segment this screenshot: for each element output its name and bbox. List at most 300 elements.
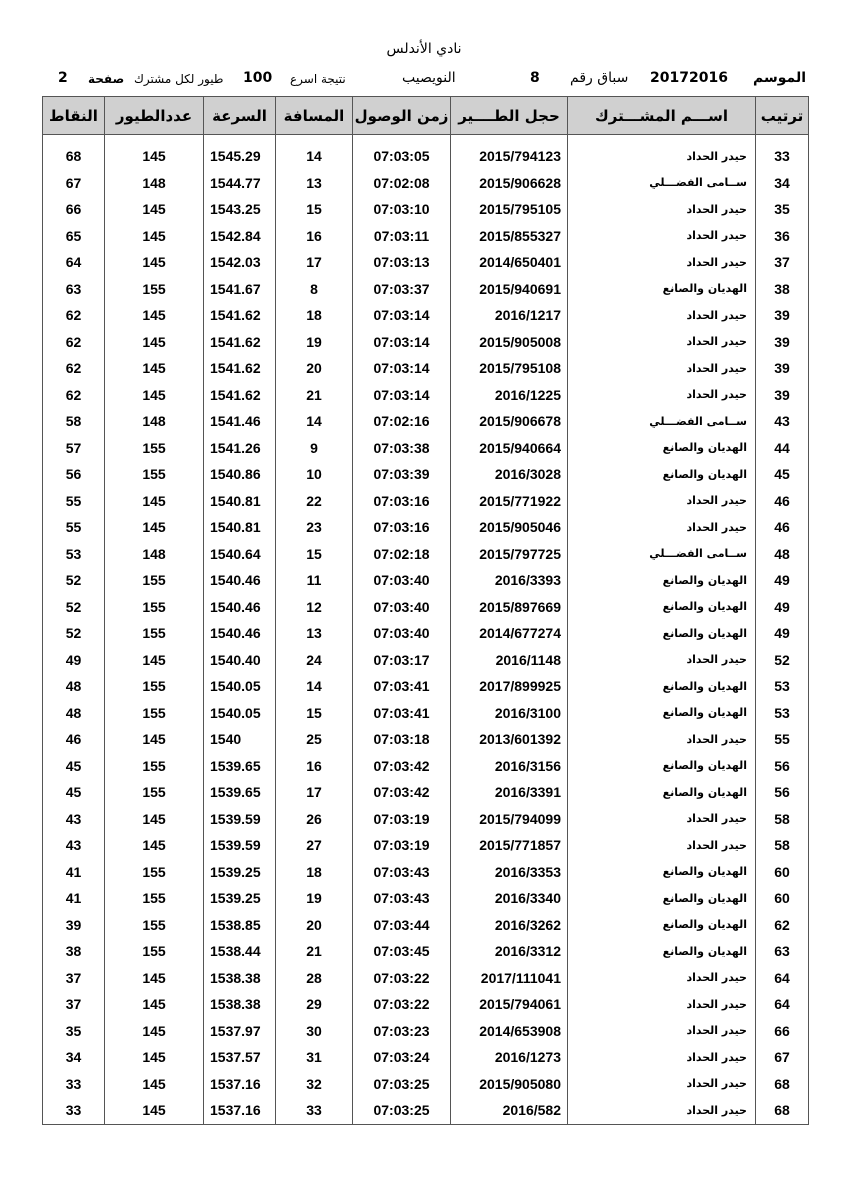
cell-name: حيدر الحداد xyxy=(568,1071,756,1098)
table-row xyxy=(43,912,809,939)
col-header-birds: عددالطيور xyxy=(105,97,204,135)
cell-name: حيدر الحداد xyxy=(568,832,756,859)
cell-points: 43 xyxy=(43,832,105,859)
cell-rank: 60 xyxy=(756,859,809,886)
cell-arrival: 07:03:24 xyxy=(353,1044,451,1071)
cell-ring: 2015/794099 xyxy=(451,806,568,833)
cell-speed: 1539.25 xyxy=(204,859,276,886)
cell-birds: 145 xyxy=(105,302,204,329)
cell-arrival: 07:03:14 xyxy=(353,302,451,329)
table-row xyxy=(43,885,809,912)
cell-name: حيدر الحداد xyxy=(568,382,756,409)
cell-speed: 1539.25 xyxy=(204,885,276,912)
cell-arrival: 07:03:16 xyxy=(353,514,451,541)
cell-speed: 1540.86 xyxy=(204,461,276,488)
cell-ring: 2016/3028 xyxy=(451,461,568,488)
cell-rank: 46 xyxy=(756,488,809,515)
cell-name: الهديان والصانع xyxy=(568,276,756,303)
cell-distance: 10 xyxy=(276,461,353,488)
cell-points: 37 xyxy=(43,991,105,1018)
cell-points: 63 xyxy=(43,276,105,303)
cell-distance: 16 xyxy=(276,753,353,780)
cell-points: 41 xyxy=(43,859,105,886)
cell-name: الهديان والصانع xyxy=(568,620,756,647)
cell-birds: 145 xyxy=(105,488,204,515)
cell-ring: 2016/3340 xyxy=(451,885,568,912)
cell-distance: 25 xyxy=(276,726,353,753)
cell-rank: 39 xyxy=(756,382,809,409)
cell-ring: 2015/797725 xyxy=(451,541,568,568)
cell-speed: 1544.77 xyxy=(204,170,276,197)
table-row xyxy=(43,170,809,197)
table-row xyxy=(43,435,809,462)
table-row xyxy=(43,647,809,674)
cell-rank: 37 xyxy=(756,249,809,276)
cell-ring: 2016/3312 xyxy=(451,938,568,965)
cell-speed: 1538.44 xyxy=(204,938,276,965)
cell-name: الهديان والصانع xyxy=(568,700,756,727)
cell-distance: 33 xyxy=(276,1097,353,1124)
cell-distance: 13 xyxy=(276,170,353,197)
birds-per-member-count: 100 xyxy=(243,70,273,86)
cell-name: الهديان والصانع xyxy=(568,435,756,462)
cell-points: 37 xyxy=(43,965,105,992)
cell-speed: 1540.64 xyxy=(204,541,276,568)
cell-points: 45 xyxy=(43,753,105,780)
cell-arrival: 07:03:11 xyxy=(353,223,451,250)
cell-rank: 34 xyxy=(756,170,809,197)
cell-speed: 1538.38 xyxy=(204,965,276,992)
cell-rank: 36 xyxy=(756,223,809,250)
table-row xyxy=(43,408,809,435)
cell-ring: 2017/899925 xyxy=(451,673,568,700)
cell-name: الهديان والصانع xyxy=(568,859,756,886)
col-header-speed: السرعة xyxy=(204,97,276,135)
cell-name: الهديان والصانع xyxy=(568,753,756,780)
cell-speed: 1537.57 xyxy=(204,1044,276,1071)
cell-speed: 1539.59 xyxy=(204,806,276,833)
cell-ring: 2014/650401 xyxy=(451,249,568,276)
cell-name: الهديان والصانع xyxy=(568,938,756,965)
cell-arrival: 07:03:18 xyxy=(353,726,451,753)
table-row xyxy=(43,859,809,886)
cell-rank: 58 xyxy=(756,806,809,833)
cell-distance: 19 xyxy=(276,329,353,356)
cell-birds: 145 xyxy=(105,1071,204,1098)
cell-distance: 9 xyxy=(276,435,353,462)
cell-ring: 2014/653908 xyxy=(451,1018,568,1045)
cell-rank: 33 xyxy=(756,135,809,170)
cell-rank: 46 xyxy=(756,514,809,541)
cell-rank: 39 xyxy=(756,329,809,356)
cell-rank: 56 xyxy=(756,779,809,806)
table-row xyxy=(43,673,809,700)
cell-points: 43 xyxy=(43,806,105,833)
cell-rank: 35 xyxy=(756,196,809,223)
cell-ring: 2016/1225 xyxy=(451,382,568,409)
cell-points: 49 xyxy=(43,647,105,674)
cell-arrival: 07:03:42 xyxy=(353,753,451,780)
cell-rank: 64 xyxy=(756,991,809,1018)
cell-ring: 2015/771922 xyxy=(451,488,568,515)
cell-ring: 2015/855327 xyxy=(451,223,568,250)
cell-rank: 68 xyxy=(756,1097,809,1124)
cell-points: 48 xyxy=(43,673,105,700)
cell-ring: 2016/3156 xyxy=(451,753,568,780)
cell-name: ســامى الفضـــلي xyxy=(568,170,756,197)
cell-rank: 64 xyxy=(756,965,809,992)
table-row xyxy=(43,1044,809,1071)
cell-arrival: 07:03:16 xyxy=(353,488,451,515)
cell-points: 33 xyxy=(43,1097,105,1124)
cell-distance: 14 xyxy=(276,135,353,170)
cell-points: 48 xyxy=(43,700,105,727)
table-row xyxy=(43,514,809,541)
cell-name: حيدر الحداد xyxy=(568,135,756,170)
cell-birds: 155 xyxy=(105,753,204,780)
cell-speed: 1541.62 xyxy=(204,329,276,356)
cell-distance: 26 xyxy=(276,806,353,833)
cell-birds: 145 xyxy=(105,196,204,223)
cell-points: 35 xyxy=(43,1018,105,1045)
cell-birds: 145 xyxy=(105,832,204,859)
table-row xyxy=(43,196,809,223)
cell-rank: 60 xyxy=(756,885,809,912)
cell-speed: 1539.59 xyxy=(204,832,276,859)
cell-arrival: 07:03:40 xyxy=(353,567,451,594)
cell-distance: 23 xyxy=(276,514,353,541)
cell-name: حيدر الحداد xyxy=(568,726,756,753)
cell-birds: 145 xyxy=(105,382,204,409)
table-row xyxy=(43,541,809,568)
cell-birds: 148 xyxy=(105,541,204,568)
cell-birds: 145 xyxy=(105,355,204,382)
cell-distance: 22 xyxy=(276,488,353,515)
results-body xyxy=(43,135,809,1125)
cell-distance: 8 xyxy=(276,276,353,303)
cell-arrival: 07:03:14 xyxy=(353,382,451,409)
cell-rank: 49 xyxy=(756,567,809,594)
cell-name: الهديان والصانع xyxy=(568,885,756,912)
cell-ring: 2015/794123 xyxy=(451,135,568,170)
cell-arrival: 07:03:14 xyxy=(353,355,451,382)
cell-speed: 1540 xyxy=(204,726,276,753)
cell-points: 57 xyxy=(43,435,105,462)
table-row xyxy=(43,779,809,806)
cell-points: 41 xyxy=(43,885,105,912)
cell-arrival: 07:03:43 xyxy=(353,859,451,886)
col-header-distance: المسافة xyxy=(276,97,353,135)
cell-birds: 145 xyxy=(105,806,204,833)
race-number: 8 xyxy=(530,70,540,86)
cell-points: 33 xyxy=(43,1071,105,1098)
cell-rank: 53 xyxy=(756,673,809,700)
cell-birds: 155 xyxy=(105,567,204,594)
cell-distance: 16 xyxy=(276,223,353,250)
results-table xyxy=(42,96,809,1125)
cell-birds: 155 xyxy=(105,779,204,806)
cell-ring: 2015/771857 xyxy=(451,832,568,859)
cell-distance: 24 xyxy=(276,647,353,674)
cell-ring: 2016/3391 xyxy=(451,779,568,806)
cell-points: 62 xyxy=(43,329,105,356)
cell-arrival: 07:03:45 xyxy=(353,938,451,965)
table-row xyxy=(43,135,809,170)
cell-ring: 2015/905046 xyxy=(451,514,568,541)
cell-points: 52 xyxy=(43,567,105,594)
table-row xyxy=(43,276,809,303)
cell-points: 62 xyxy=(43,355,105,382)
col-header-name: اســـم المشـــترك xyxy=(568,97,756,135)
cell-points: 53 xyxy=(43,541,105,568)
cell-speed: 1537.16 xyxy=(204,1071,276,1098)
cell-birds: 145 xyxy=(105,249,204,276)
table-header-row xyxy=(43,97,809,135)
cell-name: الهديان والصانع xyxy=(568,567,756,594)
cell-birds: 148 xyxy=(105,170,204,197)
table-row xyxy=(43,594,809,621)
cell-name: الهديان والصانع xyxy=(568,912,756,939)
cell-speed: 1537.97 xyxy=(204,1018,276,1045)
cell-points: 55 xyxy=(43,488,105,515)
cell-ring: 2015/905080 xyxy=(451,1071,568,1098)
cell-birds: 148 xyxy=(105,408,204,435)
cell-name: حيدر الحداد xyxy=(568,223,756,250)
cell-distance: 31 xyxy=(276,1044,353,1071)
cell-arrival: 07:03:14 xyxy=(353,329,451,356)
cell-rank: 62 xyxy=(756,912,809,939)
cell-name: الهديان والصانع xyxy=(568,779,756,806)
cell-speed: 1541.62 xyxy=(204,382,276,409)
cell-birds: 145 xyxy=(105,991,204,1018)
cell-birds: 155 xyxy=(105,859,204,886)
cell-points: 67 xyxy=(43,170,105,197)
cell-speed: 1540.40 xyxy=(204,647,276,674)
cell-name: الهديان والصانع xyxy=(568,673,756,700)
table-row xyxy=(43,726,809,753)
cell-distance: 21 xyxy=(276,382,353,409)
cell-arrival: 07:03:39 xyxy=(353,461,451,488)
cell-arrival: 07:02:08 xyxy=(353,170,451,197)
cell-birds: 145 xyxy=(105,1097,204,1124)
cell-name: حيدر الحداد xyxy=(568,965,756,992)
season-label: الموسم xyxy=(753,70,806,86)
cell-rank: 58 xyxy=(756,832,809,859)
cell-rank: 39 xyxy=(756,302,809,329)
table-row xyxy=(43,1018,809,1045)
cell-arrival: 07:02:18 xyxy=(353,541,451,568)
table-row xyxy=(43,461,809,488)
cell-birds: 155 xyxy=(105,938,204,965)
cell-rank: 68 xyxy=(756,1071,809,1098)
cell-arrival: 07:03:22 xyxy=(353,991,451,1018)
cell-speed: 1541.62 xyxy=(204,355,276,382)
cell-birds: 145 xyxy=(105,1018,204,1045)
cell-distance: 15 xyxy=(276,700,353,727)
cell-birds: 145 xyxy=(105,647,204,674)
cell-speed: 1540.05 xyxy=(204,700,276,727)
race-location: النويصيب xyxy=(402,70,456,86)
cell-rank: 56 xyxy=(756,753,809,780)
cell-arrival: 07:03:25 xyxy=(353,1071,451,1098)
cell-rank: 48 xyxy=(756,541,809,568)
cell-ring: 2014/677274 xyxy=(451,620,568,647)
cell-speed: 1539.65 xyxy=(204,753,276,780)
col-header-points: النقاط xyxy=(43,97,105,135)
cell-rank: 63 xyxy=(756,938,809,965)
table-row xyxy=(43,1097,809,1124)
cell-distance: 20 xyxy=(276,355,353,382)
cell-birds: 155 xyxy=(105,461,204,488)
cell-rank: 38 xyxy=(756,276,809,303)
cell-rank: 44 xyxy=(756,435,809,462)
race-info-line xyxy=(0,70,848,92)
cell-speed: 1545.29 xyxy=(204,135,276,170)
cell-rank: 52 xyxy=(756,647,809,674)
cell-ring: 2016/1217 xyxy=(451,302,568,329)
cell-distance: 19 xyxy=(276,885,353,912)
cell-name: الهديان والصانع xyxy=(568,461,756,488)
cell-arrival: 07:03:41 xyxy=(353,673,451,700)
cell-distance: 12 xyxy=(276,594,353,621)
cell-ring: 2015/795105 xyxy=(451,196,568,223)
cell-speed: 1540.81 xyxy=(204,488,276,515)
cell-ring: 2016/1273 xyxy=(451,1044,568,1071)
cell-distance: 17 xyxy=(276,779,353,806)
cell-distance: 30 xyxy=(276,1018,353,1045)
cell-ring: 2015/906678 xyxy=(451,408,568,435)
cell-distance: 11 xyxy=(276,567,353,594)
cell-points: 62 xyxy=(43,382,105,409)
cell-speed: 1540.46 xyxy=(204,594,276,621)
table-row xyxy=(43,965,809,992)
table-row xyxy=(43,329,809,356)
cell-distance: 14 xyxy=(276,408,353,435)
cell-points: 34 xyxy=(43,1044,105,1071)
cell-distance: 18 xyxy=(276,302,353,329)
season-value: 20172016 xyxy=(650,70,728,86)
cell-name: حيدر الحداد xyxy=(568,1097,756,1124)
cell-name: حيدر الحداد xyxy=(568,647,756,674)
cell-birds: 145 xyxy=(105,135,204,170)
page-label: صفحة xyxy=(88,72,125,86)
cell-arrival: 07:03:05 xyxy=(353,135,451,170)
cell-arrival: 07:03:22 xyxy=(353,965,451,992)
cell-birds: 155 xyxy=(105,673,204,700)
cell-points: 66 xyxy=(43,196,105,223)
cell-distance: 18 xyxy=(276,859,353,886)
cell-rank: 45 xyxy=(756,461,809,488)
cell-arrival: 07:03:17 xyxy=(353,647,451,674)
cell-ring: 2015/897669 xyxy=(451,594,568,621)
cell-name: حيدر الحداد xyxy=(568,355,756,382)
cell-name: ســامى الفضـــلي xyxy=(568,408,756,435)
cell-points: 62 xyxy=(43,302,105,329)
table-row xyxy=(43,753,809,780)
cell-arrival: 07:03:23 xyxy=(353,1018,451,1045)
cell-arrival: 07:03:38 xyxy=(353,435,451,462)
cell-ring: 2016/3262 xyxy=(451,912,568,939)
cell-name: حيدر الحداد xyxy=(568,1018,756,1045)
cell-name: حيدر الحداد xyxy=(568,196,756,223)
cell-rank: 39 xyxy=(756,355,809,382)
cell-points: 52 xyxy=(43,620,105,647)
cell-arrival: 07:03:19 xyxy=(353,832,451,859)
table-row xyxy=(43,488,809,515)
cell-points: 64 xyxy=(43,249,105,276)
cell-distance: 32 xyxy=(276,1071,353,1098)
cell-distance: 15 xyxy=(276,541,353,568)
cell-distance: 13 xyxy=(276,620,353,647)
cell-points: 58 xyxy=(43,408,105,435)
cell-arrival: 07:03:42 xyxy=(353,779,451,806)
cell-speed: 1541.46 xyxy=(204,408,276,435)
table-row xyxy=(43,382,809,409)
cell-speed: 1537.16 xyxy=(204,1097,276,1124)
cell-name: الهديان والصانع xyxy=(568,594,756,621)
table-row xyxy=(43,700,809,727)
cell-ring: 2016/582 xyxy=(451,1097,568,1124)
cell-ring: 2015/794061 xyxy=(451,991,568,1018)
cell-speed: 1539.65 xyxy=(204,779,276,806)
cell-ring: 2015/906628 xyxy=(451,170,568,197)
cell-rank: 49 xyxy=(756,620,809,647)
cell-points: 38 xyxy=(43,938,105,965)
cell-speed: 1540.81 xyxy=(204,514,276,541)
table-row xyxy=(43,249,809,276)
cell-arrival: 07:03:41 xyxy=(353,700,451,727)
col-header-rank: ترتيب xyxy=(756,97,809,135)
cell-points: 45 xyxy=(43,779,105,806)
cell-points: 39 xyxy=(43,912,105,939)
col-header-arrival: زمن الوصول xyxy=(353,97,451,135)
cell-distance: 14 xyxy=(276,673,353,700)
cell-birds: 155 xyxy=(105,912,204,939)
cell-speed: 1542.03 xyxy=(204,249,276,276)
cell-ring: 2013/601392 xyxy=(451,726,568,753)
cell-points: 52 xyxy=(43,594,105,621)
table-row xyxy=(43,355,809,382)
cell-birds: 145 xyxy=(105,329,204,356)
cell-points: 55 xyxy=(43,514,105,541)
cell-speed: 1541.67 xyxy=(204,276,276,303)
cell-points: 65 xyxy=(43,223,105,250)
cell-speed: 1538.85 xyxy=(204,912,276,939)
cell-ring: 2015/905008 xyxy=(451,329,568,356)
cell-ring: 2016/3353 xyxy=(451,859,568,886)
cell-ring: 2017/111041 xyxy=(451,965,568,992)
cell-name: حيدر الحداد xyxy=(568,249,756,276)
cell-distance: 29 xyxy=(276,991,353,1018)
cell-rank: 49 xyxy=(756,594,809,621)
cell-birds: 155 xyxy=(105,885,204,912)
cell-name: حيدر الحداد xyxy=(568,991,756,1018)
cell-distance: 28 xyxy=(276,965,353,992)
table-row xyxy=(43,991,809,1018)
table-row xyxy=(43,223,809,250)
cell-distance: 21 xyxy=(276,938,353,965)
cell-birds: 145 xyxy=(105,726,204,753)
cell-distance: 15 xyxy=(276,196,353,223)
table-row xyxy=(43,832,809,859)
result-type: نتيجة اسرع xyxy=(290,72,346,86)
cell-rank: 43 xyxy=(756,408,809,435)
cell-speed: 1540.05 xyxy=(204,673,276,700)
cell-rank: 66 xyxy=(756,1018,809,1045)
cell-ring: 2016/3393 xyxy=(451,567,568,594)
cell-ring: 2016/3100 xyxy=(451,700,568,727)
birds-per-member-label: طيور لكل مشترك xyxy=(134,72,224,86)
